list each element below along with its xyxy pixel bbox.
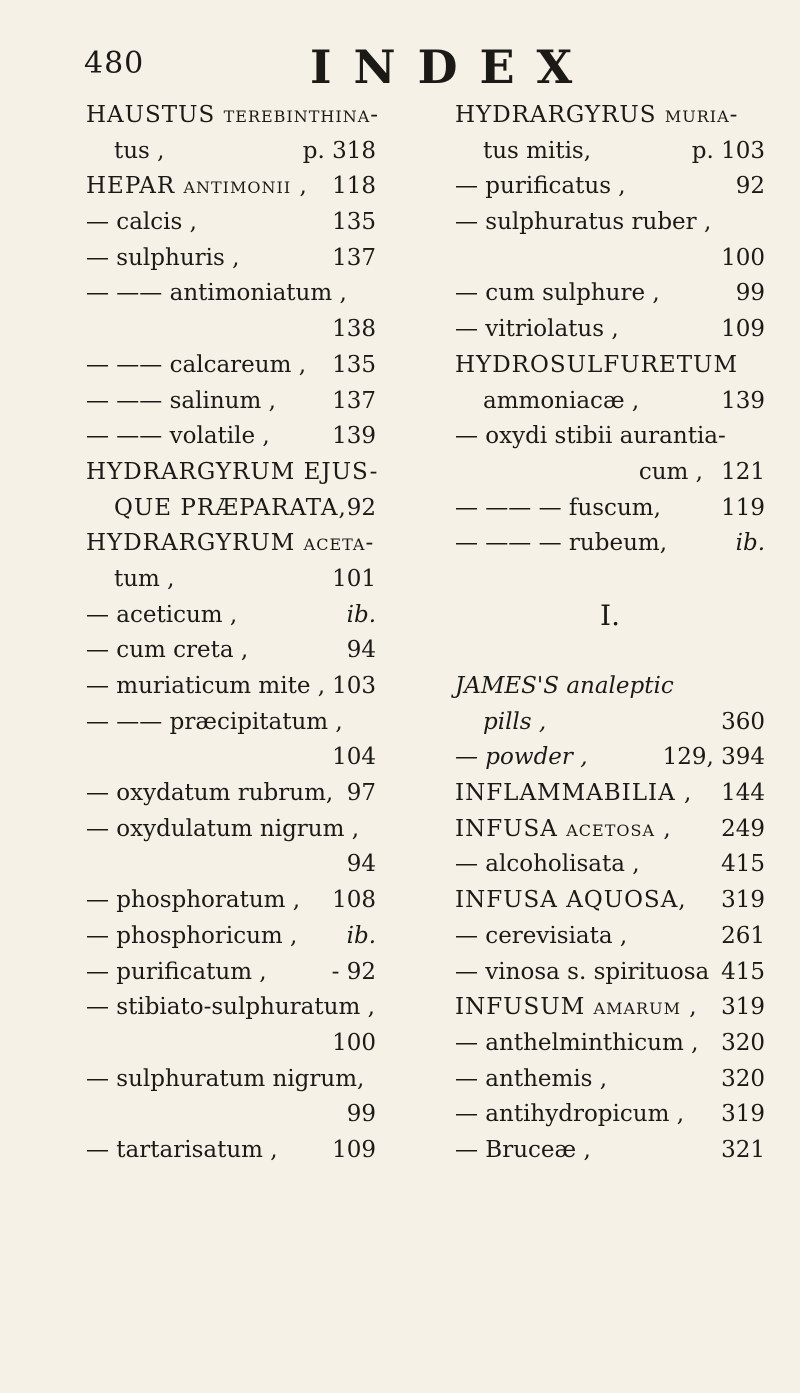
entry-term: — —— — rubeum, [455, 530, 668, 557]
index-entry [86, 562, 376, 598]
entry-term: — Bruceæ , [455, 1136, 591, 1163]
entry-page-ref: 249 [721, 815, 765, 842]
entry-term: tum , [114, 565, 175, 592]
entry-page-ref: 92 [346, 494, 376, 521]
index-entry [86, 348, 376, 384]
index-entry [455, 705, 765, 741]
index-entry [455, 205, 765, 241]
entry-page-ref: 104 [332, 744, 376, 771]
entry-term: — antihydropicum , [455, 1101, 685, 1128]
index-entry [86, 169, 376, 205]
index-entry [455, 1026, 765, 1062]
entry-term: — phosphoricum , [86, 922, 298, 949]
index-entry [86, 1062, 376, 1098]
entry-term: — —— præcipitatum , [86, 708, 343, 735]
entry-term: — oxydatum rubrum, [86, 780, 334, 807]
index-entry [455, 312, 765, 348]
entry-term: — muriaticum mite , [86, 673, 326, 699]
entry-term: QUE PRÆPARATA, [114, 494, 347, 521]
entry-term: — purificatum , [86, 958, 267, 985]
entry-term: INFLAMMABILIA , [455, 780, 693, 807]
entry-page-ref: 99 [346, 1101, 376, 1128]
entry-term: INFUSUM amarum , [455, 994, 698, 1021]
entry-term: — —— calcareum , [86, 351, 307, 378]
entry-term: cum , [638, 458, 703, 485]
entry-term: HEPAR antimonii , [86, 173, 308, 200]
entry-page-ref: 103 [332, 673, 376, 699]
entry-page-ref: ib. [346, 922, 376, 949]
entry-page-ref: 137 [332, 244, 376, 271]
entry-term: — calcis , [86, 209, 197, 236]
index-entry [86, 883, 376, 919]
index-entry [455, 384, 765, 420]
entry-page-ref: 321 [721, 1136, 765, 1163]
index-entry [86, 1133, 376, 1169]
entry-term: ammoniacæ , [483, 387, 640, 414]
index-entry [86, 705, 376, 741]
entry-term: — oxydi stibii aurantia- [455, 423, 726, 450]
index-entry [86, 455, 379, 491]
index-entry [86, 491, 376, 527]
entry-term: — anthelminthicum , [455, 1029, 699, 1056]
entry-term: HYDRARGYRUM EJUS- [86, 458, 379, 485]
entry-term: — sulphuris , [86, 244, 240, 271]
entry-term: tus mitis, [483, 137, 592, 164]
index-entry [86, 312, 376, 348]
index-entry [86, 919, 376, 955]
entry-term: — oxydulatum nigrum , [86, 815, 360, 842]
index-entry [86, 990, 376, 1026]
entry-term: — vitriolatus , [455, 316, 619, 343]
entry-page-ref: 137 [332, 387, 376, 414]
index-entry [86, 276, 376, 312]
index-entry [455, 419, 765, 455]
entry-term: I. [600, 598, 620, 632]
entry-page-ref: 118 [332, 173, 376, 200]
index-entry [455, 812, 765, 848]
entry-page-ref: ib. [346, 601, 376, 628]
entry-term: INFUSA AQUOSA, [455, 887, 687, 914]
entry-term: — powder , [455, 744, 588, 771]
entry-term: HAUSTUS terebinthina- [86, 102, 380, 128]
entry-term: — vinosa s. spirituosa [455, 958, 710, 985]
index-entry [455, 776, 765, 812]
entry-page-ref: 97 [346, 780, 376, 807]
entry-term: — aceticum , [86, 601, 238, 628]
entry-page-ref: 119 [721, 494, 765, 521]
entry-page-ref: 139 [332, 423, 376, 450]
entry-page-ref: 101 [332, 565, 376, 592]
page-number: 480 [84, 46, 145, 81]
index-entry [455, 919, 765, 955]
index-entry [455, 847, 765, 883]
entry-page-ref: 135 [332, 209, 376, 236]
entry-page-ref: 138 [332, 316, 376, 343]
index-entry [455, 1062, 765, 1098]
entry-term: — anthemis , [455, 1065, 608, 1092]
index-entry [455, 526, 765, 562]
index-entry [455, 740, 765, 776]
right-column [455, 98, 765, 1169]
entry-term: — —— volatile , [86, 423, 270, 450]
index-entry [86, 812, 376, 848]
entry-term: HYDRARGYRUS muria- [455, 102, 739, 128]
index-entry [455, 1133, 765, 1169]
index-entry [455, 98, 765, 134]
entry-term: — purificatus , [455, 173, 626, 200]
index-entry [86, 205, 376, 241]
index-entry [455, 455, 765, 491]
entry-page-ref: - 92 [331, 958, 376, 985]
index-entry [86, 669, 376, 705]
entry-term: HYDRARGYRUM aceta- [86, 530, 375, 557]
index-entry [86, 98, 380, 134]
index-entry [86, 526, 376, 562]
entry-term: tus , [114, 137, 165, 164]
entry-page-ref: 319 [721, 887, 765, 914]
index-entry [86, 1097, 376, 1133]
index-entry [455, 348, 765, 384]
entry-term: — cum sulphure , [455, 280, 660, 307]
index-entry [455, 990, 765, 1026]
index-entry [86, 419, 376, 455]
entry-page-ref: 415 [721, 851, 765, 878]
entry-page-ref: 135 [332, 351, 376, 378]
index-entry [455, 669, 765, 705]
index-entry [455, 598, 765, 634]
index-entry [86, 847, 376, 883]
entry-page-ref: 100 [332, 1029, 376, 1056]
index-entry [86, 134, 376, 170]
index-entry [86, 241, 376, 277]
entry-page-ref: 360 [721, 708, 765, 735]
entry-term: — sulphuratum nigrum, [86, 1065, 365, 1092]
entry-page-ref: 415 [721, 958, 765, 985]
entry-term: HYDROSULFURETUM [455, 351, 738, 378]
entry-page-ref: 320 [721, 1029, 765, 1056]
entry-term: — cerevisiata , [455, 922, 628, 949]
index-entry [455, 1097, 765, 1133]
entry-term: — —— antimoniatum , [86, 280, 347, 307]
entry-term: — —— — fuscum, [455, 494, 661, 521]
index-entry [455, 955, 765, 991]
index-entry [455, 134, 765, 170]
entry-term: — alcoholisata , [455, 851, 640, 878]
index-entry [455, 883, 765, 919]
entry-page-ref: 109 [721, 316, 765, 343]
entry-term: JAMES'S analeptic [455, 673, 674, 699]
index-entry [455, 562, 765, 598]
entry-page-ref: 129, 394 [662, 744, 765, 771]
entry-term: — stibiato-sulphuratum , [86, 994, 375, 1021]
entry-page-ref: 139 [721, 387, 765, 414]
entry-term: — —— salinum , [86, 387, 276, 414]
index-entry [86, 740, 376, 776]
index-entry [86, 633, 376, 669]
index-entry [455, 491, 765, 527]
entry-page-ref: 261 [721, 922, 765, 949]
entry-page-ref: 144 [721, 780, 765, 807]
entry-page-ref: ib. [735, 530, 765, 557]
index-entry [455, 169, 765, 205]
entry-page-ref: 99 [735, 280, 765, 307]
entry-page-ref: 94 [346, 851, 376, 878]
entry-page-ref: 121 [721, 458, 765, 485]
running-title: INDEX [310, 40, 595, 94]
index-entry [455, 276, 765, 312]
index-entry [455, 241, 765, 277]
entry-page-ref: 320 [721, 1065, 765, 1092]
entry-page-ref: 319 [721, 994, 765, 1021]
index-entry [455, 633, 765, 669]
index-entry [86, 955, 376, 991]
entry-term: — sulphuratus ruber , [455, 209, 712, 236]
entry-page-ref: 319 [721, 1101, 765, 1128]
left-column [86, 98, 380, 1169]
entry-term: — tartarisatum , [86, 1136, 278, 1163]
entry-term: INFUSA acetosa , [455, 815, 672, 842]
index-entry [86, 776, 376, 812]
entry-page-ref: 92 [735, 173, 765, 200]
entry-term: pills , [483, 708, 547, 735]
entry-page-ref: 94 [346, 637, 376, 664]
entry-page-ref: p. 318 [302, 137, 376, 164]
entry-page-ref: p. 103 [691, 137, 765, 164]
index-entry [86, 1026, 376, 1062]
entry-page-ref: 108 [332, 887, 376, 914]
index-entry [86, 598, 376, 634]
entry-page-ref: 109 [332, 1136, 376, 1163]
index-entry [86, 384, 376, 420]
entry-term: — cum creta , [86, 637, 249, 664]
entry-page-ref: 100 [721, 244, 765, 271]
entry-term: — phosphoratum , [86, 887, 301, 914]
